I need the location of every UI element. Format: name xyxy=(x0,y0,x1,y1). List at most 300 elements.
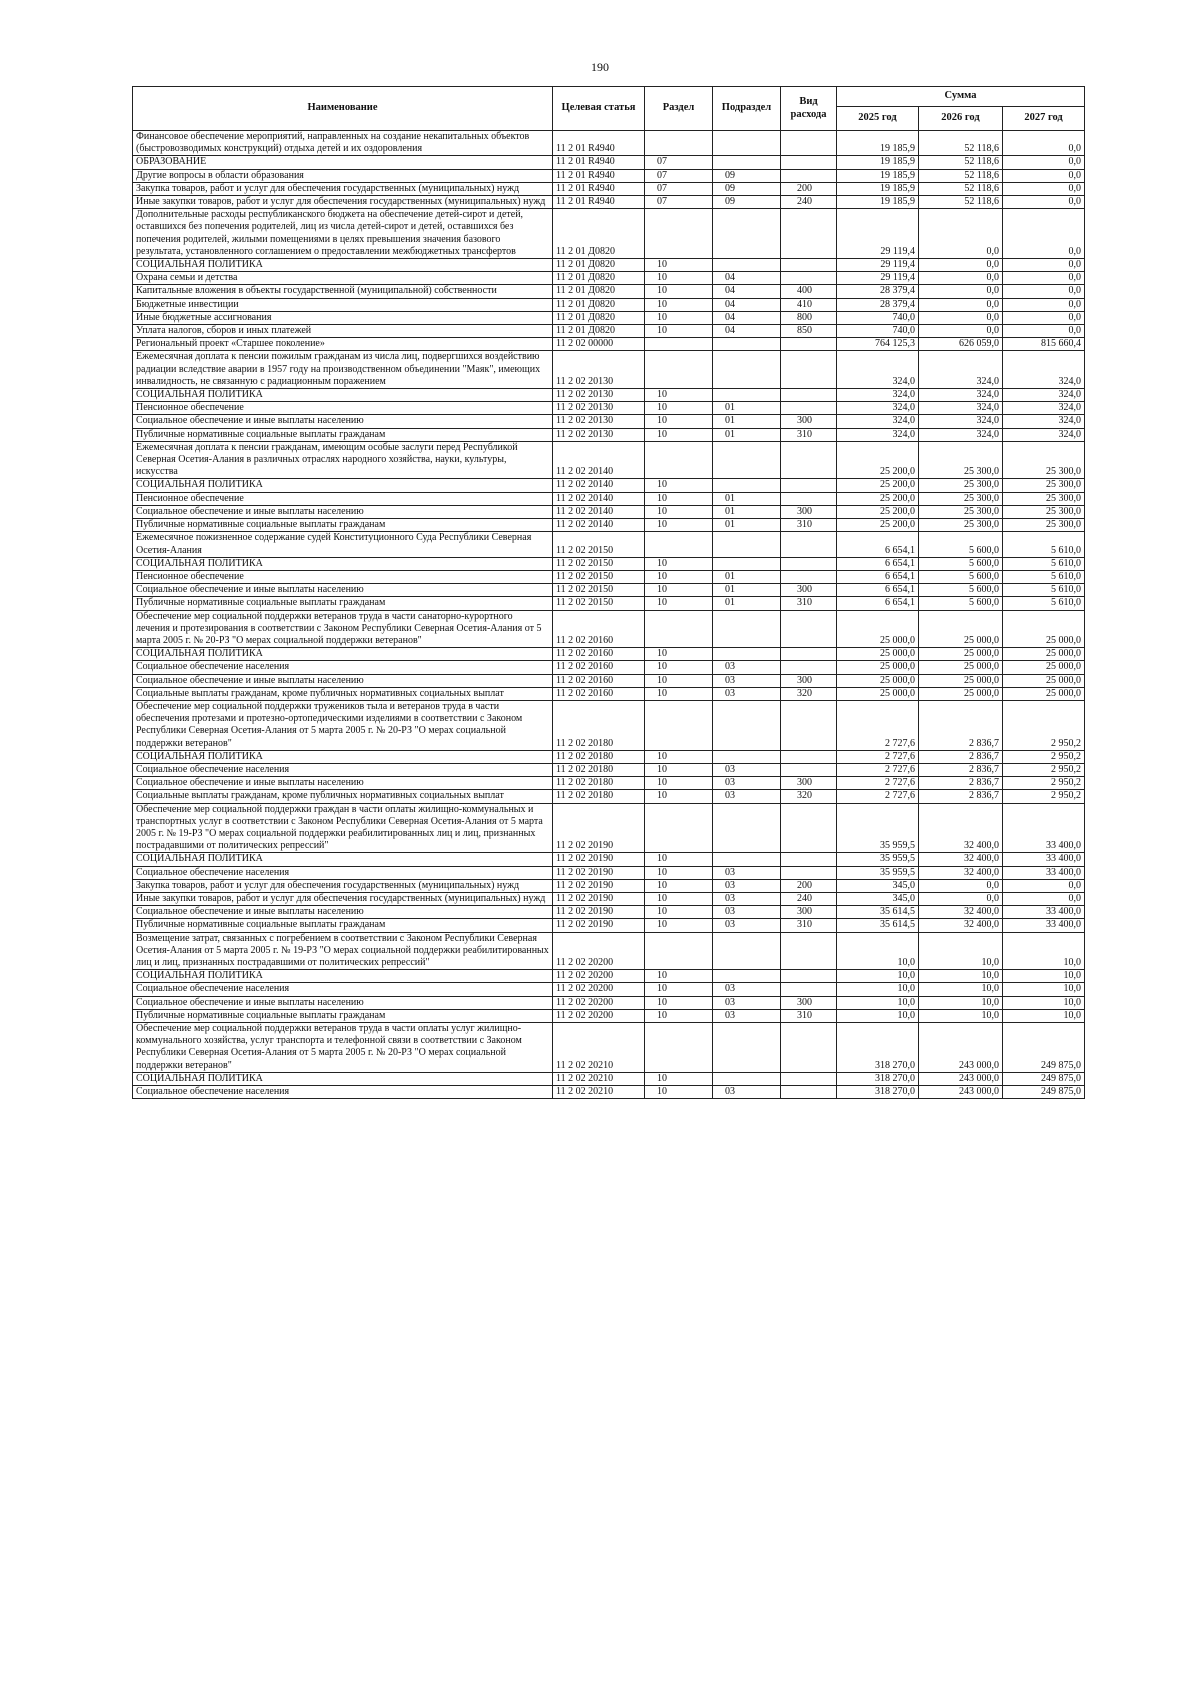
cell-expense-type xyxy=(781,763,837,776)
cell-expense-type xyxy=(781,983,837,996)
cell-amount-2025: 25 200,0 xyxy=(837,441,919,479)
cell-target-code: 11 2 02 20200 xyxy=(553,1009,645,1022)
cell-amount-2027: 5 610,0 xyxy=(1003,557,1085,570)
cell-name: Социальное обеспечение и иные выплаты населению xyxy=(133,996,553,1009)
cell-target-code: 11 2 02 20160 xyxy=(553,661,645,674)
cell-name: Публичные нормативные социальные выплаты гражданам xyxy=(133,1009,553,1022)
cell-section xyxy=(645,700,713,750)
cell-target-code: 11 2 01 R4940 xyxy=(553,156,645,169)
cell-amount-2025: 29 119,4 xyxy=(837,259,919,272)
cell-section xyxy=(645,351,713,389)
cell-name: Бюджетные инвестиции xyxy=(133,298,553,311)
cell-expense-type xyxy=(781,610,837,648)
table-row xyxy=(133,156,1085,169)
cell-section: 10 xyxy=(645,687,713,700)
table-row xyxy=(133,557,1085,570)
table-row xyxy=(133,311,1085,324)
cell-amount-2025: 6 654,1 xyxy=(837,584,919,597)
cell-amount-2026: 25 300,0 xyxy=(919,492,1003,505)
cell-expense-type xyxy=(781,532,837,557)
cell-amount-2025: 318 270,0 xyxy=(837,1072,919,1085)
cell-name: Обеспечение мер социальной поддержки тружеников тыла и ветеранов труда в части обеспечения протезами и протезно-ортопедическими изделиями в соответствии с Законом Республики Северная Осетия-Алания от 5 марта 2005 г. № 20-РЗ "О мерах социальной поддержки ветеранов" xyxy=(133,700,553,750)
cell-amount-2026: 25 000,0 xyxy=(919,610,1003,648)
cell-subsection: 01 xyxy=(713,428,781,441)
cell-name: Социальное обеспечение и иные выплаты населению xyxy=(133,777,553,790)
cell-amount-2026: 25 000,0 xyxy=(919,661,1003,674)
cell-amount-2026: 324,0 xyxy=(919,415,1003,428)
cell-amount-2025: 6 654,1 xyxy=(837,532,919,557)
cell-amount-2026: 324,0 xyxy=(919,402,1003,415)
cell-amount-2026: 0,0 xyxy=(919,259,1003,272)
cell-amount-2027: 0,0 xyxy=(1003,196,1085,209)
cell-amount-2027: 0,0 xyxy=(1003,272,1085,285)
cell-expense-type xyxy=(781,661,837,674)
cell-amount-2026: 52 118,6 xyxy=(919,131,1003,156)
cell-target-code: 11 2 01 Д0820 xyxy=(553,311,645,324)
cell-expense-type xyxy=(781,259,837,272)
cell-amount-2026: 10,0 xyxy=(919,932,1003,970)
cell-target-code: 11 2 02 20160 xyxy=(553,610,645,648)
table-row xyxy=(133,428,1085,441)
cell-amount-2026: 52 118,6 xyxy=(919,196,1003,209)
cell-section: 07 xyxy=(645,156,713,169)
cell-amount-2027: 324,0 xyxy=(1003,351,1085,389)
cell-section: 10 xyxy=(645,584,713,597)
cell-amount-2025: 10,0 xyxy=(837,1009,919,1022)
cell-amount-2025: 29 119,4 xyxy=(837,272,919,285)
cell-expense-type xyxy=(781,803,837,853)
table-row xyxy=(133,866,1085,879)
table-row xyxy=(133,505,1085,518)
cell-expense-type xyxy=(781,156,837,169)
cell-amount-2025: 318 270,0 xyxy=(837,1086,919,1099)
cell-amount-2027: 10,0 xyxy=(1003,970,1085,983)
cell-name: Пенсионное обеспечение xyxy=(133,402,553,415)
cell-section: 10 xyxy=(645,415,713,428)
cell-subsection: 01 xyxy=(713,519,781,532)
table-row xyxy=(133,441,1085,479)
cell-target-code: 11 2 02 20130 xyxy=(553,351,645,389)
cell-expense-type: 240 xyxy=(781,892,837,905)
cell-target-code: 11 2 02 20140 xyxy=(553,505,645,518)
cell-amount-2025: 25 000,0 xyxy=(837,661,919,674)
cell-subsection: 03 xyxy=(713,790,781,803)
table-row xyxy=(133,610,1085,648)
cell-amount-2026: 324,0 xyxy=(919,389,1003,402)
cell-name: СОЦИАЛЬНАЯ ПОЛИТИКА xyxy=(133,389,553,402)
cell-target-code: 11 2 01 R4940 xyxy=(553,196,645,209)
cell-target-code: 11 2 02 20130 xyxy=(553,389,645,402)
cell-section: 10 xyxy=(645,853,713,866)
cell-subsection: 03 xyxy=(713,674,781,687)
cell-amount-2025: 19 185,9 xyxy=(837,156,919,169)
table-row xyxy=(133,853,1085,866)
cell-expense-type: 310 xyxy=(781,428,837,441)
cell-amount-2026: 243 000,0 xyxy=(919,1072,1003,1085)
cell-amount-2026: 0,0 xyxy=(919,879,1003,892)
cell-amount-2027: 33 400,0 xyxy=(1003,866,1085,879)
cell-amount-2026: 2 836,7 xyxy=(919,790,1003,803)
table-row xyxy=(133,763,1085,776)
cell-amount-2027: 10,0 xyxy=(1003,983,1085,996)
cell-target-code: 11 2 01 Д0820 xyxy=(553,298,645,311)
cell-section: 10 xyxy=(645,479,713,492)
cell-amount-2027: 2 950,2 xyxy=(1003,750,1085,763)
cell-subsection xyxy=(713,131,781,156)
cell-section: 10 xyxy=(645,285,713,298)
cell-amount-2025: 764 125,3 xyxy=(837,338,919,351)
cell-amount-2025: 318 270,0 xyxy=(837,1023,919,1073)
cell-amount-2026: 2 836,7 xyxy=(919,700,1003,750)
cell-name: Уплата налогов, сборов и иных платежей xyxy=(133,325,553,338)
cell-expense-type xyxy=(781,970,837,983)
cell-subsection xyxy=(713,1023,781,1073)
cell-name: Охрана семьи и детства xyxy=(133,272,553,285)
cell-subsection xyxy=(713,351,781,389)
cell-expense-type xyxy=(781,169,837,182)
cell-expense-type: 300 xyxy=(781,584,837,597)
cell-amount-2026: 5 600,0 xyxy=(919,570,1003,583)
table-row xyxy=(133,983,1085,996)
cell-section xyxy=(645,1023,713,1073)
cell-expense-type: 300 xyxy=(781,415,837,428)
table-row xyxy=(133,532,1085,557)
cell-amount-2027: 33 400,0 xyxy=(1003,919,1085,932)
cell-section: 10 xyxy=(645,777,713,790)
cell-subsection: 04 xyxy=(713,298,781,311)
cell-amount-2027: 815 660,4 xyxy=(1003,338,1085,351)
cell-amount-2027: 249 875,0 xyxy=(1003,1072,1085,1085)
cell-name: СОЦИАЛЬНАЯ ПОЛИТИКА xyxy=(133,648,553,661)
cell-target-code: 11 2 02 20160 xyxy=(553,687,645,700)
cell-expense-type xyxy=(781,750,837,763)
cell-expense-type xyxy=(781,272,837,285)
cell-name: Закупка товаров, работ и услуг для обеспечения государственных (муниципальных) нужд xyxy=(133,879,553,892)
cell-section: 10 xyxy=(645,402,713,415)
cell-amount-2026: 0,0 xyxy=(919,272,1003,285)
cell-amount-2026: 32 400,0 xyxy=(919,866,1003,879)
cell-amount-2026: 25 000,0 xyxy=(919,674,1003,687)
cell-amount-2026: 0,0 xyxy=(919,325,1003,338)
cell-amount-2027: 0,0 xyxy=(1003,325,1085,338)
budget-table xyxy=(132,86,1085,1099)
cell-amount-2025: 35 614,5 xyxy=(837,919,919,932)
cell-target-code: 11 2 02 20130 xyxy=(553,402,645,415)
cell-name: Социальное обеспечение и иные выплаты населению xyxy=(133,415,553,428)
cell-amount-2027: 324,0 xyxy=(1003,428,1085,441)
table-row xyxy=(133,700,1085,750)
cell-amount-2026: 10,0 xyxy=(919,996,1003,1009)
table-row xyxy=(133,209,1085,259)
cell-section: 10 xyxy=(645,648,713,661)
cell-amount-2027: 0,0 xyxy=(1003,311,1085,324)
cell-subsection xyxy=(713,259,781,272)
cell-expense-type xyxy=(781,648,837,661)
cell-expense-type xyxy=(781,209,837,259)
cell-amount-2027: 2 950,2 xyxy=(1003,777,1085,790)
cell-subsection: 03 xyxy=(713,866,781,879)
cell-name: Социальное обеспечение и иные выплаты населению xyxy=(133,906,553,919)
cell-subsection: 03 xyxy=(713,879,781,892)
cell-target-code: 11 2 02 20180 xyxy=(553,790,645,803)
table-row xyxy=(133,790,1085,803)
cell-section: 10 xyxy=(645,919,713,932)
cell-section: 07 xyxy=(645,182,713,195)
cell-amount-2025: 6 654,1 xyxy=(837,570,919,583)
cell-amount-2026: 243 000,0 xyxy=(919,1023,1003,1073)
cell-name: Закупка товаров, работ и услуг для обеспечения государственных (муниципальных) нужд xyxy=(133,182,553,195)
cell-name: Публичные нормативные социальные выплаты гражданам xyxy=(133,519,553,532)
cell-amount-2027: 25 300,0 xyxy=(1003,441,1085,479)
cell-section: 10 xyxy=(645,259,713,272)
cell-expense-type: 310 xyxy=(781,1009,837,1022)
cell-amount-2025: 6 654,1 xyxy=(837,557,919,570)
cell-target-code: 11 2 01 Д0820 xyxy=(553,285,645,298)
cell-name: Публичные нормативные социальные выплаты гражданам xyxy=(133,597,553,610)
cell-amount-2025: 28 379,4 xyxy=(837,298,919,311)
cell-amount-2025: 324,0 xyxy=(837,428,919,441)
cell-amount-2027: 33 400,0 xyxy=(1003,853,1085,866)
cell-expense-type: 850 xyxy=(781,325,837,338)
cell-target-code: 11 2 02 20150 xyxy=(553,570,645,583)
cell-expense-type: 800 xyxy=(781,311,837,324)
cell-section xyxy=(645,131,713,156)
table-row xyxy=(133,325,1085,338)
cell-amount-2025: 10,0 xyxy=(837,983,919,996)
cell-subsection xyxy=(713,932,781,970)
cell-expense-type: 310 xyxy=(781,597,837,610)
cell-amount-2027: 25 300,0 xyxy=(1003,479,1085,492)
cell-section: 10 xyxy=(645,1086,713,1099)
cell-subsection: 03 xyxy=(713,763,781,776)
cell-name: Иные закупки товаров, работ и услуг для обеспечения государственных (муниципальных) нужд xyxy=(133,892,553,905)
table-row xyxy=(133,492,1085,505)
cell-target-code: 11 2 02 20180 xyxy=(553,763,645,776)
cell-amount-2027: 10,0 xyxy=(1003,932,1085,970)
table-row xyxy=(133,919,1085,932)
cell-section: 10 xyxy=(645,325,713,338)
table-row xyxy=(133,479,1085,492)
cell-name: Иные закупки товаров, работ и услуг для обеспечения государственных (муниципальных) нужд xyxy=(133,196,553,209)
cell-subsection: 03 xyxy=(713,687,781,700)
cell-target-code: 11 2 01 Д0820 xyxy=(553,209,645,259)
table-row xyxy=(133,402,1085,415)
cell-expense-type xyxy=(781,389,837,402)
cell-amount-2027: 0,0 xyxy=(1003,285,1085,298)
cell-expense-type xyxy=(781,1023,837,1073)
cell-expense-type xyxy=(781,1086,837,1099)
cell-amount-2026: 32 400,0 xyxy=(919,906,1003,919)
cell-amount-2027: 324,0 xyxy=(1003,415,1085,428)
cell-amount-2025: 2 727,6 xyxy=(837,750,919,763)
cell-section: 10 xyxy=(645,492,713,505)
cell-amount-2025: 19 185,9 xyxy=(837,196,919,209)
table-row xyxy=(133,196,1085,209)
cell-amount-2027: 25 000,0 xyxy=(1003,687,1085,700)
cell-amount-2026: 32 400,0 xyxy=(919,803,1003,853)
cell-amount-2027: 0,0 xyxy=(1003,892,1085,905)
table-row xyxy=(133,584,1085,597)
cell-amount-2026: 52 118,6 xyxy=(919,156,1003,169)
cell-amount-2025: 6 654,1 xyxy=(837,597,919,610)
cell-subsection xyxy=(713,803,781,853)
cell-target-code: 11 2 02 20210 xyxy=(553,1086,645,1099)
cell-target-code: 11 2 02 20200 xyxy=(553,932,645,970)
cell-target-code: 11 2 02 20140 xyxy=(553,519,645,532)
cell-amount-2027: 25 000,0 xyxy=(1003,610,1085,648)
table-row xyxy=(133,750,1085,763)
cell-name: Пенсионное обеспечение xyxy=(133,570,553,583)
cell-amount-2026: 10,0 xyxy=(919,983,1003,996)
cell-subsection: 04 xyxy=(713,272,781,285)
cell-amount-2025: 10,0 xyxy=(837,932,919,970)
cell-amount-2025: 25 200,0 xyxy=(837,519,919,532)
cell-amount-2026: 243 000,0 xyxy=(919,1086,1003,1099)
table-row xyxy=(133,932,1085,970)
cell-amount-2025: 345,0 xyxy=(837,879,919,892)
header-expense-type: Вид расхода xyxy=(781,87,837,131)
cell-expense-type xyxy=(781,338,837,351)
cell-section: 10 xyxy=(645,1009,713,1022)
cell-expense-type: 310 xyxy=(781,519,837,532)
cell-amount-2026: 0,0 xyxy=(919,209,1003,259)
table-row xyxy=(133,661,1085,674)
cell-amount-2026: 25 300,0 xyxy=(919,505,1003,518)
header-2025: 2025 год xyxy=(837,107,919,131)
cell-amount-2025: 324,0 xyxy=(837,415,919,428)
cell-target-code: 11 2 02 20150 xyxy=(553,532,645,557)
cell-subsection xyxy=(713,853,781,866)
cell-amount-2025: 345,0 xyxy=(837,892,919,905)
table-row xyxy=(133,389,1085,402)
cell-target-code: 11 2 02 20150 xyxy=(553,597,645,610)
cell-name: Социальное обеспечение населения xyxy=(133,661,553,674)
cell-amount-2025: 19 185,9 xyxy=(837,131,919,156)
cell-amount-2026: 25 000,0 xyxy=(919,648,1003,661)
cell-name: Публичные нормативные социальные выплаты гражданам xyxy=(133,919,553,932)
cell-target-code: 11 2 02 20200 xyxy=(553,970,645,983)
cell-amount-2025: 25 200,0 xyxy=(837,492,919,505)
cell-subsection: 01 xyxy=(713,570,781,583)
cell-section: 10 xyxy=(645,892,713,905)
cell-expense-type xyxy=(781,570,837,583)
cell-amount-2027: 25 000,0 xyxy=(1003,648,1085,661)
table-row xyxy=(133,182,1085,195)
cell-section: 10 xyxy=(645,557,713,570)
cell-amount-2025: 35 959,5 xyxy=(837,803,919,853)
cell-name: Обеспечение мер социальной поддержки граждан в части оплаты жилищно-коммунальных и транспортных услуг в соответствии с Законом Республики Северная Осетия-Алания от 5 марта 2005 г. № 19-РЗ "О мерах социальной поддержки реабилитированных лиц и лиц, признанных пострадавшими от политических репрессий" xyxy=(133,803,553,853)
cell-subsection: 01 xyxy=(713,402,781,415)
cell-subsection xyxy=(713,610,781,648)
cell-amount-2027: 0,0 xyxy=(1003,156,1085,169)
cell-name: СОЦИАЛЬНАЯ ПОЛИТИКА xyxy=(133,750,553,763)
cell-amount-2026: 10,0 xyxy=(919,970,1003,983)
cell-subsection: 09 xyxy=(713,169,781,182)
cell-name: СОЦИАЛЬНАЯ ПОЛИТИКА xyxy=(133,259,553,272)
cell-name: Социальное обеспечение населения xyxy=(133,866,553,879)
cell-section: 10 xyxy=(645,661,713,674)
cell-amount-2025: 25 000,0 xyxy=(837,687,919,700)
cell-name: СОЦИАЛЬНАЯ ПОЛИТИКА xyxy=(133,479,553,492)
cell-section: 10 xyxy=(645,750,713,763)
cell-subsection: 04 xyxy=(713,325,781,338)
cell-expense-type xyxy=(781,866,837,879)
cell-section: 10 xyxy=(645,996,713,1009)
cell-expense-type: 200 xyxy=(781,182,837,195)
cell-name: ОБРАЗОВАНИЕ xyxy=(133,156,553,169)
cell-amount-2025: 2 727,6 xyxy=(837,790,919,803)
cell-subsection: 03 xyxy=(713,777,781,790)
header-2027: 2027 год xyxy=(1003,107,1085,131)
cell-amount-2025: 25 000,0 xyxy=(837,674,919,687)
cell-amount-2027: 25 000,0 xyxy=(1003,661,1085,674)
cell-name: Финансовое обеспечение мероприятий, направленных на создание некапитальных объектов (быстровозводимых конструкций) отдыха детей и их оздоровления xyxy=(133,131,553,156)
cell-target-code: 11 2 02 20210 xyxy=(553,1072,645,1085)
table-row xyxy=(133,803,1085,853)
cell-expense-type xyxy=(781,932,837,970)
table-row xyxy=(133,879,1085,892)
cell-expense-type: 410 xyxy=(781,298,837,311)
cell-expense-type: 300 xyxy=(781,505,837,518)
cell-expense-type: 300 xyxy=(781,996,837,1009)
cell-amount-2026: 2 836,7 xyxy=(919,750,1003,763)
cell-target-code: 11 2 02 20150 xyxy=(553,584,645,597)
cell-target-code: 11 2 01 Д0820 xyxy=(553,259,645,272)
cell-amount-2025: 740,0 xyxy=(837,325,919,338)
cell-section: 10 xyxy=(645,790,713,803)
cell-amount-2027: 25 300,0 xyxy=(1003,519,1085,532)
header-subsection: Подраздел xyxy=(713,87,781,131)
cell-amount-2026: 626 059,0 xyxy=(919,338,1003,351)
table-row xyxy=(133,597,1085,610)
cell-subsection xyxy=(713,156,781,169)
cell-amount-2025: 2 727,6 xyxy=(837,763,919,776)
cell-amount-2027: 25 300,0 xyxy=(1003,505,1085,518)
table-row xyxy=(133,519,1085,532)
cell-target-code: 11 2 01 Д0820 xyxy=(553,325,645,338)
cell-subsection xyxy=(713,479,781,492)
cell-subsection xyxy=(713,750,781,763)
cell-name: Публичные нормативные социальные выплаты гражданам xyxy=(133,428,553,441)
cell-section xyxy=(645,610,713,648)
cell-subsection: 01 xyxy=(713,415,781,428)
cell-amount-2025: 2 727,6 xyxy=(837,700,919,750)
cell-subsection xyxy=(713,557,781,570)
cell-amount-2027: 0,0 xyxy=(1003,298,1085,311)
cell-subsection: 03 xyxy=(713,996,781,1009)
cell-name: Социальное обеспечение населения xyxy=(133,763,553,776)
cell-subsection: 01 xyxy=(713,584,781,597)
cell-amount-2027: 5 610,0 xyxy=(1003,532,1085,557)
cell-amount-2025: 25 000,0 xyxy=(837,610,919,648)
cell-expense-type: 300 xyxy=(781,906,837,919)
cell-name: Пенсионное обеспечение xyxy=(133,492,553,505)
table-header xyxy=(133,87,1085,131)
cell-section xyxy=(645,338,713,351)
cell-target-code: 11 2 02 20190 xyxy=(553,866,645,879)
table-row xyxy=(133,1086,1085,1099)
cell-amount-2027: 2 950,2 xyxy=(1003,790,1085,803)
cell-target-code: 11 2 02 20190 xyxy=(553,919,645,932)
cell-name: Региональный проект «Старшее поколение» xyxy=(133,338,553,351)
cell-expense-type xyxy=(781,402,837,415)
table-row xyxy=(133,351,1085,389)
cell-subsection: 04 xyxy=(713,285,781,298)
cell-amount-2027: 0,0 xyxy=(1003,209,1085,259)
cell-target-code: 11 2 02 20190 xyxy=(553,853,645,866)
cell-amount-2026: 25 300,0 xyxy=(919,441,1003,479)
cell-subsection: 03 xyxy=(713,906,781,919)
